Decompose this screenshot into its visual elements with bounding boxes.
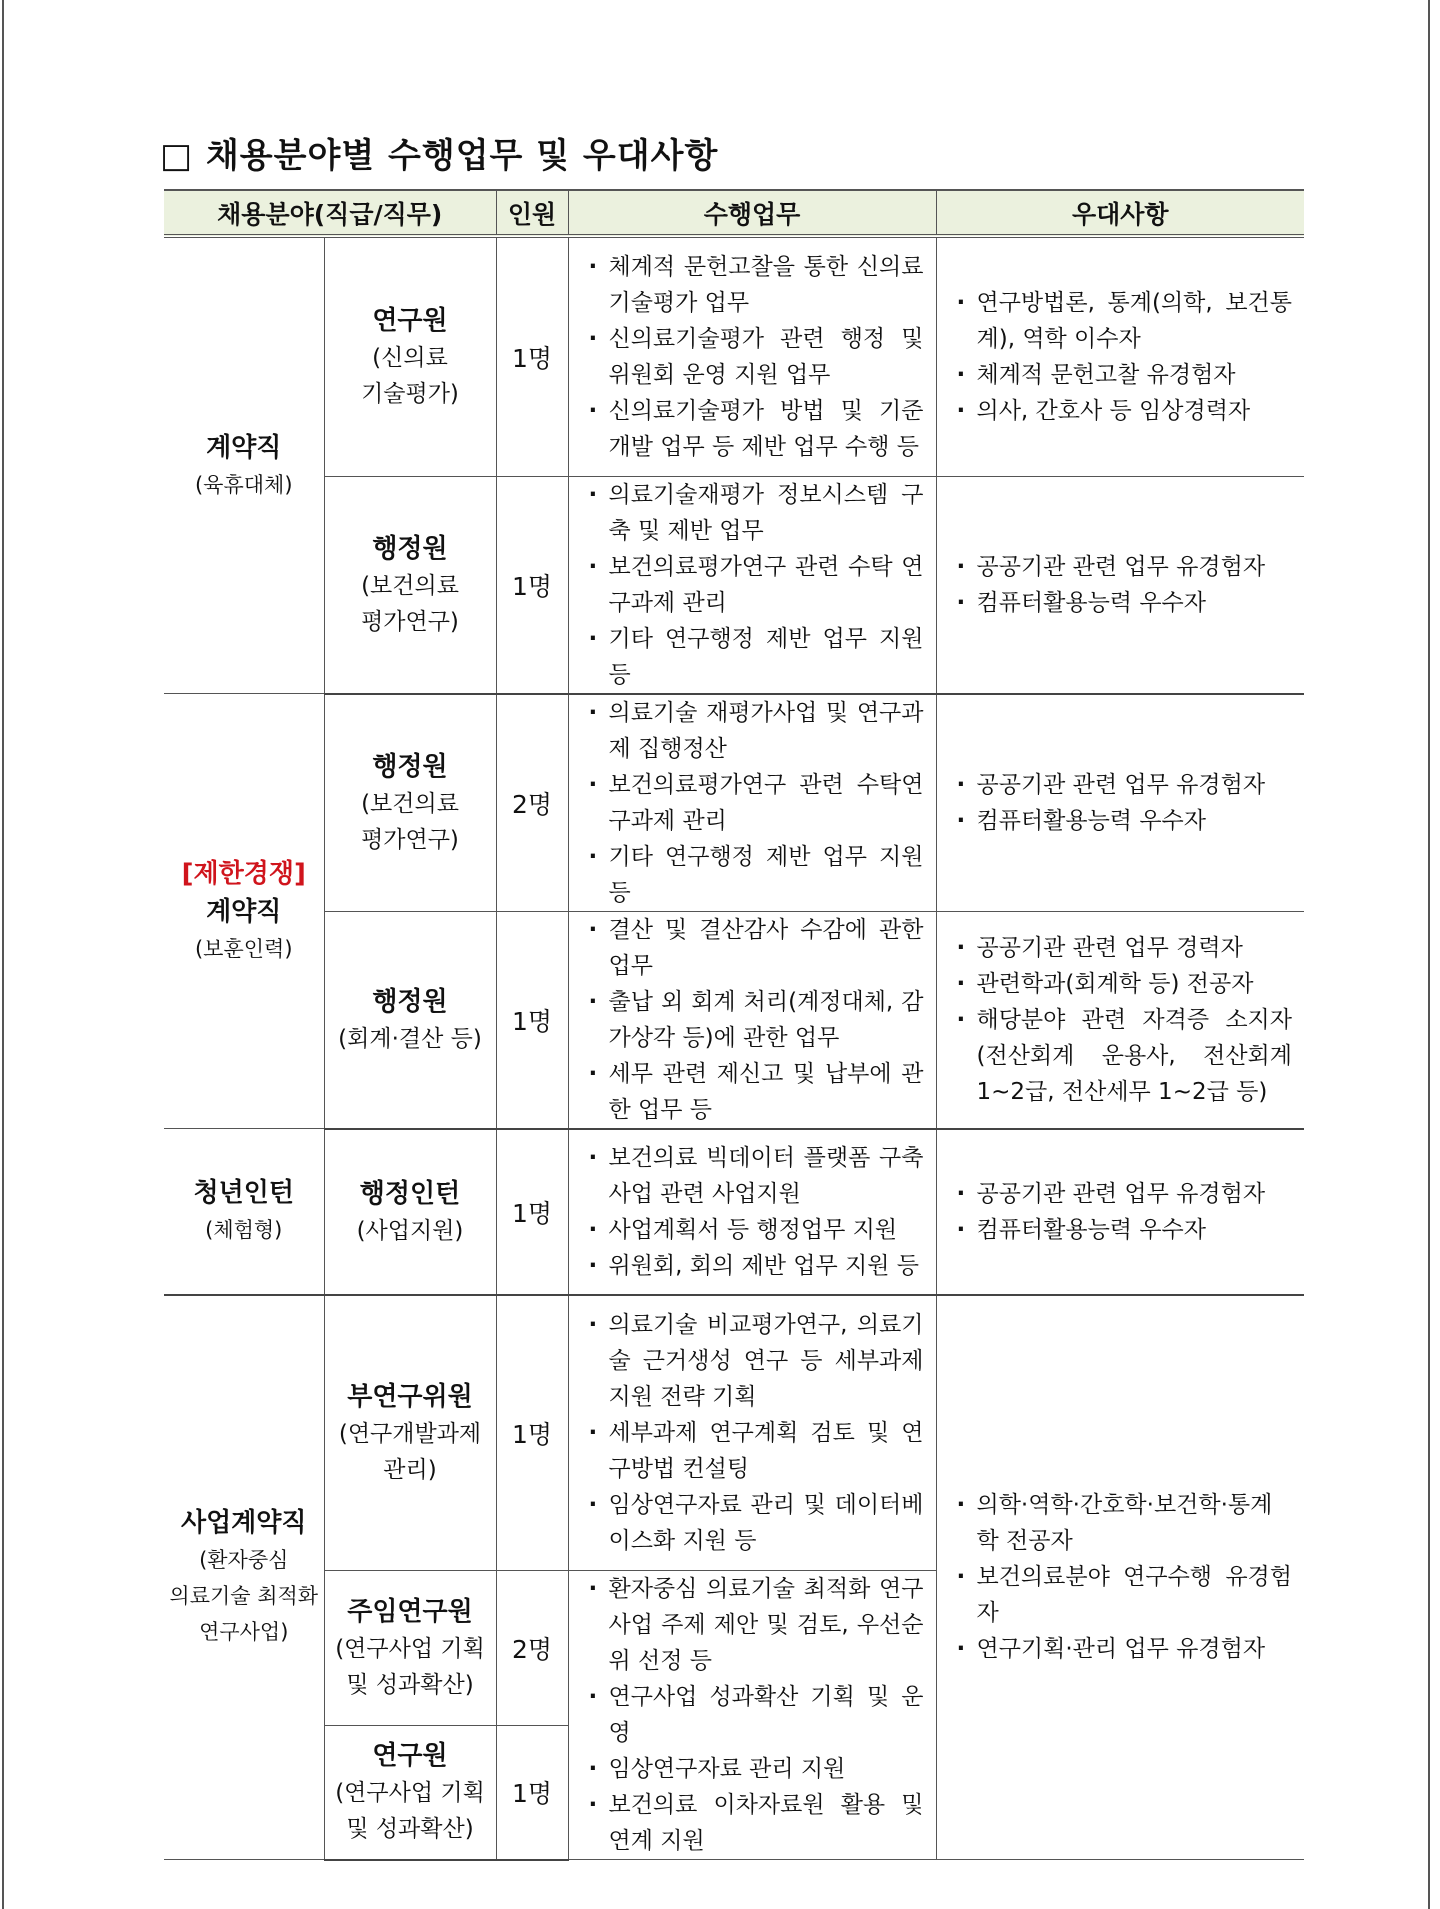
- role-sub: (연구사업 기획: [335, 1780, 485, 1807]
- role-title: 행정인턴: [359, 1178, 461, 1209]
- prefs-cell: [936, 911, 1304, 1129]
- category-title: 청년인턴: [193, 1178, 294, 1209]
- task-item: · 환자중심 의료기술 최적화 연구사업 주제 제안 및 검토, 우선순위 선정 등: [587, 1571, 924, 1679]
- role-sub: 및 성과확산): [346, 1816, 474, 1843]
- header-tasks: 수행업무: [568, 190, 936, 236]
- pref-item: · 의사, 간호사 등 임상경력자: [955, 393, 1293, 429]
- role-title: 부연구위원: [347, 1381, 473, 1412]
- role-sub: (연구개발과제: [338, 1420, 482, 1447]
- tasks-cell: [568, 694, 936, 912]
- category-title: 사업계약직: [180, 1508, 307, 1539]
- header-prefs: 우대사항: [936, 190, 1304, 236]
- category-sub: 의료기술 최적화: [169, 1584, 319, 1609]
- category-title: 계약직: [206, 432, 282, 463]
- task-item: · 신의료기술평가 관련 행정 및 위원회 운영 지원 업무: [587, 321, 924, 393]
- page-title: □ 채용분야별 수행업무 및 우대사항: [160, 136, 719, 176]
- task-item: · 보건의료평가연구 관련 수탁 연구과제 관리: [587, 549, 924, 621]
- table-row: [164, 911, 1304, 1129]
- role-cell: [324, 236, 496, 476]
- prefs-cell: [936, 236, 1304, 476]
- table-row: [164, 476, 1304, 694]
- pref-item: · 해당분야 관련 자격증 소지자 (전산회계 운용사, 전산회계 1~2급, 전산세무 1~2급 등): [955, 1002, 1293, 1110]
- task-item: · 결산 및 결산감사 수감에 관한 업무: [587, 912, 924, 984]
- task-item: · 신의료기술평가 방법 및 기준 개발 업무 등 제반 업무 수행 등: [587, 393, 924, 465]
- prefs-cell: [936, 1129, 1304, 1295]
- role-sub: (사업지원): [356, 1217, 464, 1244]
- task-item: · 출납 외 회계 처리(계정대체, 감가상각 등)에 관한 업무: [587, 984, 924, 1056]
- count-cell: 1명: [496, 1129, 568, 1295]
- role-sub: 평가연구): [361, 608, 459, 635]
- prefs-cell: [936, 1295, 1304, 1860]
- pref-item: · 컴퓨터활용능력 우수자: [955, 585, 1293, 621]
- role-cell: [324, 1571, 496, 1726]
- task-item: · 보건의료 이차자료원 활용 및 연계 지원: [587, 1787, 924, 1859]
- count-cell: 1명: [496, 1726, 568, 1860]
- role-cell: [324, 911, 496, 1129]
- role-sub: 평가연구): [361, 826, 459, 853]
- task-item: · 의료기술 비교평가연구, 의료기술 근거생성 연구 등 세부과제 지원 전략 기획: [587, 1307, 924, 1415]
- role-title: 연구원: [372, 305, 448, 336]
- task-item: · 임상연구자료 관리 및 데이터베이스화 지원 등: [587, 1487, 924, 1559]
- restricted-badge: [제한경쟁]: [181, 859, 306, 889]
- role-sub: 및 성과확산): [346, 1672, 474, 1699]
- role-cell: [324, 1295, 496, 1571]
- pref-item: · 공공기관 관련 업무 유경험자: [955, 1176, 1293, 1212]
- tasks-cell: [568, 1295, 936, 1571]
- role-title: 행정원: [372, 533, 448, 564]
- count-cell: 2명: [496, 1571, 568, 1726]
- pref-item: · 의학·역학·간호학·보건학·통계학 전공자: [955, 1487, 1293, 1559]
- task-item: · 위원회, 회의 제반 업무 지원 등: [587, 1248, 924, 1284]
- task-item: · 임상연구자료 관리 지원: [587, 1751, 924, 1787]
- pref-item: · 연구기획·관리 업무 유경험자: [955, 1631, 1293, 1667]
- role-sub: (회계·결산 등): [338, 1025, 482, 1052]
- pref-item: · 공공기관 관련 업무 유경험자: [955, 767, 1293, 803]
- count-cell: 1명: [496, 1295, 568, 1571]
- tasks-cell: [568, 1129, 936, 1295]
- role-cell: [324, 1129, 496, 1295]
- pref-item: · 보건의료분야 연구수행 유경험자: [955, 1559, 1293, 1631]
- category-title: 계약직: [206, 897, 282, 927]
- task-item: · 체계적 문헌고찰을 통한 신의료기술평가 업무: [587, 249, 924, 321]
- task-item: · 사업계획서 등 행정업무 지원: [587, 1212, 924, 1248]
- table-row: [164, 1129, 1304, 1295]
- pref-item: · 공공기관 관련 업무 경력자: [955, 930, 1293, 966]
- role-cell: [324, 694, 496, 912]
- pref-item: · 컴퓨터활용능력 우수자: [955, 1212, 1293, 1248]
- category-sub: (환자중심: [199, 1548, 289, 1573]
- pref-item: · 컴퓨터활용능력 우수자: [955, 803, 1293, 839]
- prefs-cell: [936, 476, 1304, 694]
- header-row: [164, 190, 1304, 236]
- header-field: 채용분야(직급/직무): [164, 190, 496, 236]
- role-sub: 관리): [383, 1456, 437, 1483]
- tasks-cell: [568, 911, 936, 1129]
- task-item: · 세부과제 연구계획 검토 및 연구방법 컨설팅: [587, 1415, 924, 1487]
- table-row: [164, 694, 1304, 912]
- role-cell: [324, 476, 496, 694]
- role-sub: (신의료: [372, 344, 448, 371]
- count-cell: 1명: [496, 476, 568, 694]
- tasks-cell: [568, 236, 936, 476]
- task-item: · 연구사업 성과확산 기획 및 운영: [587, 1679, 924, 1751]
- prefs-cell: [936, 694, 1304, 912]
- task-item: · 의료기술재평가 정보시스템 구축 및 제반 업무: [587, 477, 924, 549]
- table-row: [164, 1295, 1304, 1571]
- task-item: · 세무 관련 제신고 및 납부에 관한 업무 등: [587, 1056, 924, 1128]
- count-cell: 1명: [496, 911, 568, 1129]
- role-sub: (보건의료: [361, 790, 459, 817]
- table-row: [164, 236, 1304, 476]
- count-cell: 2명: [496, 694, 568, 912]
- recruitment-table: [164, 189, 1304, 1861]
- tasks-cell: [568, 1571, 936, 1860]
- pref-item: · 연구방법론, 통계(의학, 보건통계), 역학 이수자: [955, 285, 1293, 357]
- role-sub: (연구사업 기획: [335, 1636, 485, 1663]
- task-item: · 기타 연구행정 제반 업무 지원 등: [587, 839, 924, 911]
- category-sub: (육휴대체): [194, 472, 293, 497]
- role-sub: 기술평가): [361, 380, 459, 407]
- count-cell: 1명: [496, 236, 568, 476]
- pref-item: · 체계적 문헌고찰 유경험자: [955, 357, 1293, 393]
- category-cell: [164, 694, 324, 1129]
- category-cell: [164, 1129, 324, 1295]
- category-sub: 연구사업): [199, 1620, 289, 1645]
- role-title: 행정원: [372, 751, 448, 782]
- task-item: · 의료기술 재평가사업 및 연구과제 집행정산: [587, 695, 924, 767]
- category-sub: (체험형): [205, 1218, 283, 1243]
- header-count: 인원: [496, 190, 568, 236]
- pref-item: · 공공기관 관련 업무 유경험자: [955, 549, 1293, 585]
- task-item: · 보건의료평가연구 관련 수탁연구과제 관리: [587, 767, 924, 839]
- role-sub: (보건의료: [361, 572, 459, 599]
- category-cell: [164, 1295, 324, 1860]
- category-cell: [164, 236, 324, 694]
- category-sub: (보훈인력): [194, 937, 293, 961]
- role-title: 행정원: [372, 986, 448, 1017]
- role-cell: [324, 1726, 496, 1860]
- role-title: 연구원: [372, 1741, 448, 1772]
- tasks-cell: [568, 476, 936, 694]
- pref-item: · 관련학과(회계학 등) 전공자: [955, 966, 1293, 1002]
- task-item: · 기타 연구행정 제반 업무 지원 등: [587, 621, 924, 693]
- task-item: · 보건의료 빅데이터 플랫폼 구축사업 관련 사업지원: [587, 1140, 924, 1212]
- role-title: 주임연구원: [347, 1597, 473, 1628]
